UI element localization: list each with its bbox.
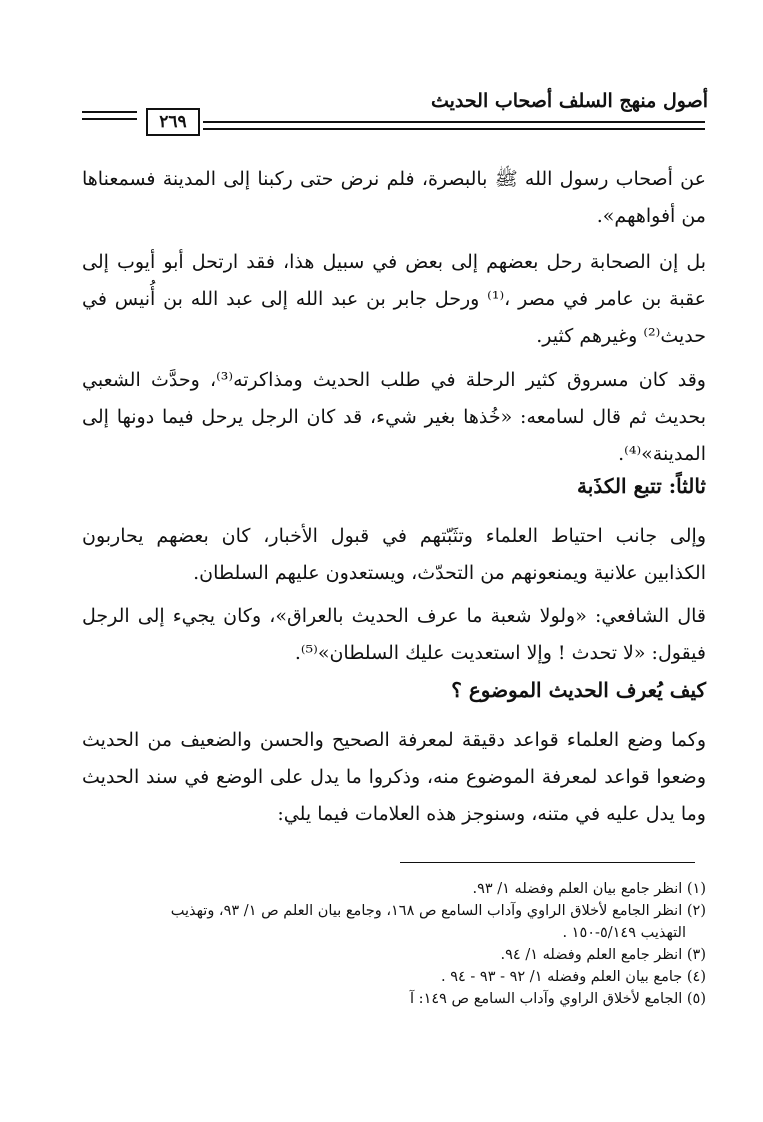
footnotes (82, 878, 706, 1010)
paragraph-rules-of-fabrication: وكما وضع العلماء قواعد دقيقة لمعرفة الصحيح والحسن والضعيف من الحديث وضعوا قواعد لمعرفة الموضوع منه، وذكروا ما يدل على الوضع في سند الحديث وما يدل عليه في متنه، وسنوجز هذه العلامات فيما يلي: (82, 729, 706, 825)
paragraph-companions-travel: بل إن الصحابة رحل بعضهم إلى بعض في سبيل هذا، فقد ارتحل أبو أيوب إلى عقبة بن عامر في مصر ،⁽¹⁾ ورحل جابر بن عبد الله إلى عبد الله بن أُنيس في حديث⁽²⁾ وغيرهم كثير. (82, 251, 707, 347)
header-rule-left-top (82, 111, 137, 113)
header-rule-left-bottom (82, 118, 137, 120)
footnote-2: (٢) انظر الجامع لأخلاق الراوي وآداب السامع ص ١٦٨، وجامع بيان العلم ص ١/ ٩٣، وتهذيب (170, 903, 706, 919)
footnote-separator (400, 862, 695, 863)
paragraph-continuation: عن أصحاب رسول الله ﷺ بالبصرة، فلم نرض حتى ركبنا إلى المدينة فسمعناها من أفواههم». (82, 168, 706, 227)
footnote-2-continuation: التهذيب ٥/١٤٩-١٥٠ . (562, 925, 686, 941)
page-number: ٢٦٩ (146, 108, 200, 136)
footnote-1: (١) انظر جامع بيان العلم وفضله ١/ ٩٣. (472, 881, 706, 897)
paragraph-scholars-caution: وإلى جانب احتياط العلماء وتثَبّتهم في قبول الأخبار، كان بعضهم يحاربون الكذابين علانية ويمنعونهم من التحدّث، ويستعدون عليهم السلطان. (82, 525, 706, 584)
header-rule-right-top (203, 121, 705, 123)
paragraph-masruq-shabi: وقد كان مسروق كثير الرحلة في طلب الحديث ومذاكرته⁽³⁾، وحدَّث الشعبي بحديث ثم قال لسامعه: «خُذها بغير شيء، قد كان الرجل يرحل فيما دونها إلى المدينة»⁽⁴⁾. (82, 369, 706, 465)
section-heading-fabricated-hadith: كيف يُعرف الحديث الموضوع ؟ (451, 678, 706, 702)
section-heading-tracking-liars: ثالثاً: تتبع الكذَبة (577, 474, 706, 498)
footnote-4: (٤) جامع بيان العلم وفضله ١/ ٩٢ - ٩٣ - ٩٤ . (441, 969, 706, 985)
paragraph-shafii-quote: قال الشافعي: «ولولا شعبة ما عرف الحديث بالعراق»، وكان يجيء إلى الرجل فيقول: «لا تحدث ! وإلا استعديت عليك السلطان»⁽⁵⁾. (82, 605, 706, 664)
header-rule-right-bottom (203, 128, 705, 130)
footnote-5: (٥) الجامع لأخلاق الراوي وآداب السامع ص ١٤٩: آ (410, 991, 706, 1007)
running-header-title: أصول منهج السلف أصحاب الحديث (430, 90, 708, 112)
footnote-3: (٣) انظر جامع العلم وفضله ١/ ٩٤. (500, 947, 706, 963)
